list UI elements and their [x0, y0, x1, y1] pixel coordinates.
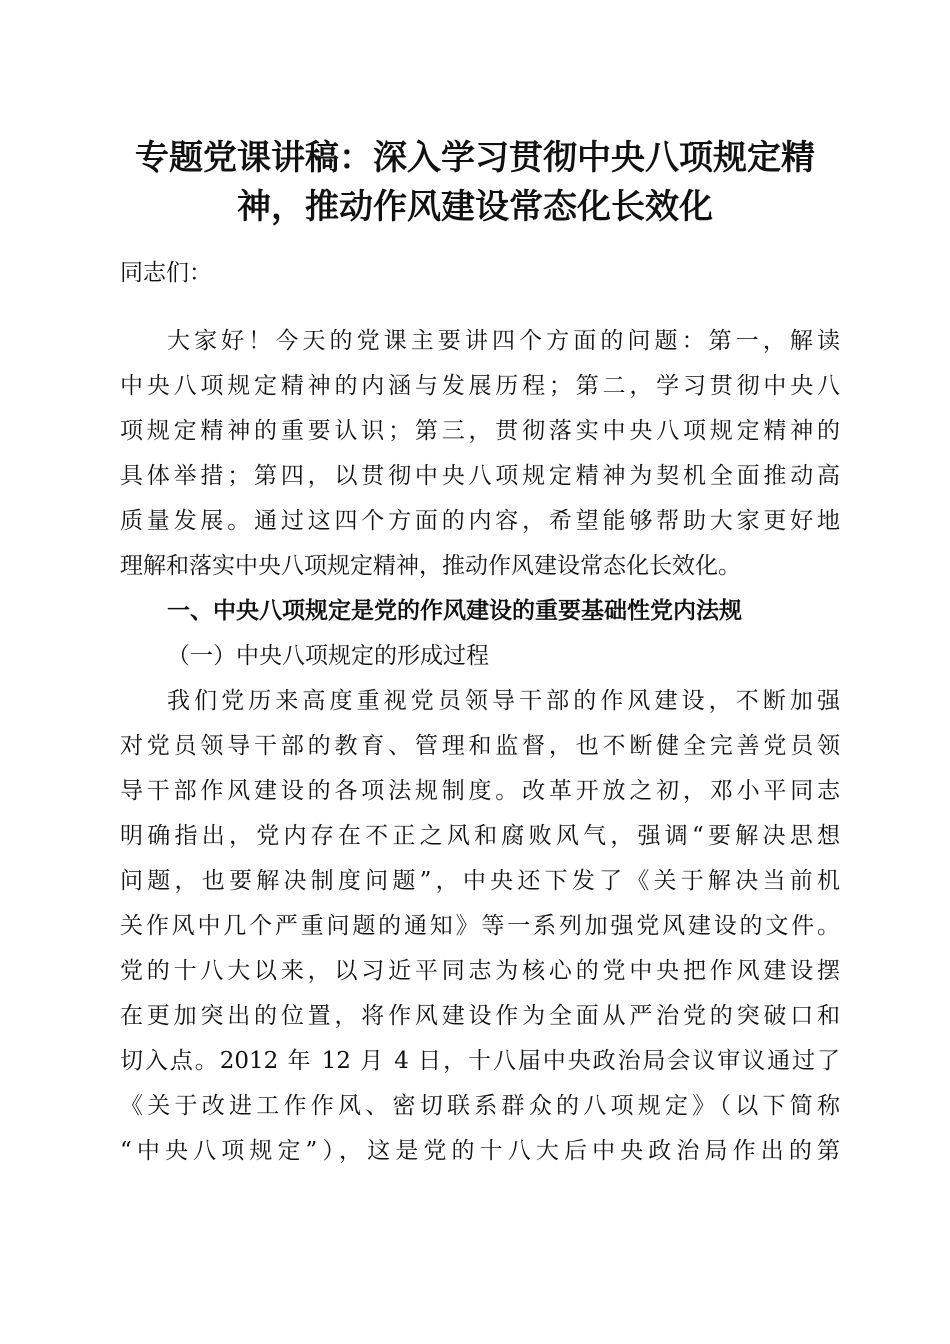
salutation: 同志们： [120, 260, 212, 286]
paragraph-1-line: 大家好！今天的党课主要讲四个方面的问题：第一，解读 [167, 328, 840, 354]
paragraph-1-line: 中央八项规定精神的内涵与发展历程；第二，学习贯彻中央八 [120, 373, 840, 399]
paragraph-2-line: 问题，也要解决制度问题”，中央还下发了《关于解决当前机 [120, 868, 840, 894]
paragraph-1-line: 项规定精神的重要认识；第三，贯彻落实中央八项规定精神的 [120, 418, 840, 444]
paragraph-2-line: 党的十八大以来，以习近平同志为核心的党中央把作风建设摆 [120, 958, 840, 984]
paragraph-2-line: 对党员领导干部的教育、管理和监督，也不断健全完善党员领 [120, 733, 840, 759]
paragraph-1-line: 质量发展。通过这四个方面的内容，希望能够帮助大家更好地 [120, 508, 840, 534]
paragraph-1-line: 理解和落实中央八项规定精神，推动作风建设常态化长效化。 [120, 553, 741, 579]
paragraph-2-line: “中央八项规定”），这是党的十八大后中央政治局作出的第 [120, 1138, 840, 1164]
paragraph-2-line: 明确指出，党内存在不正之风和腐败风气，强调“要解决思想 [120, 823, 840, 849]
paragraph-2-line: 在更加突出的位置，将作风建设作为全面从严治党的突破口和 [120, 1003, 840, 1029]
paragraph-2-line: 我们党历来高度重视党员领导干部的作风建设，不断加强 [167, 688, 840, 714]
paragraph-2-line: 切入点。2012 年 12 月 4 日，十八届中央政治局会议审议通过了 [120, 1048, 840, 1074]
paragraph-1-line: 具体举措；第四，以贯彻中央八项规定精神为契机全面推动高 [120, 463, 840, 489]
subsection-heading-1: （一）中央八项规定的形成过程 [167, 643, 489, 669]
section-heading-1: 一、中央八项规定是党的作风建设的重要基础性党内法规 [167, 598, 742, 624]
document-title-line-2: 神，推动作风建设常态化长效化 [237, 187, 713, 227]
paragraph-2-line: 《关于改进工作作风、密切联系群众的八项规定》（以下简称 [120, 1093, 840, 1119]
document-title-line-1: 专题党课讲稿：深入学习贯彻中央八项规定精 [135, 138, 815, 178]
paragraph-2-line: 导干部作风建设的各项法规制度。改革开放之初，邓小平同志 [120, 778, 840, 804]
paragraph-2-line: 关作风中几个严重问题的通知》等一系列加强党风建设的文件。 [120, 913, 840, 939]
